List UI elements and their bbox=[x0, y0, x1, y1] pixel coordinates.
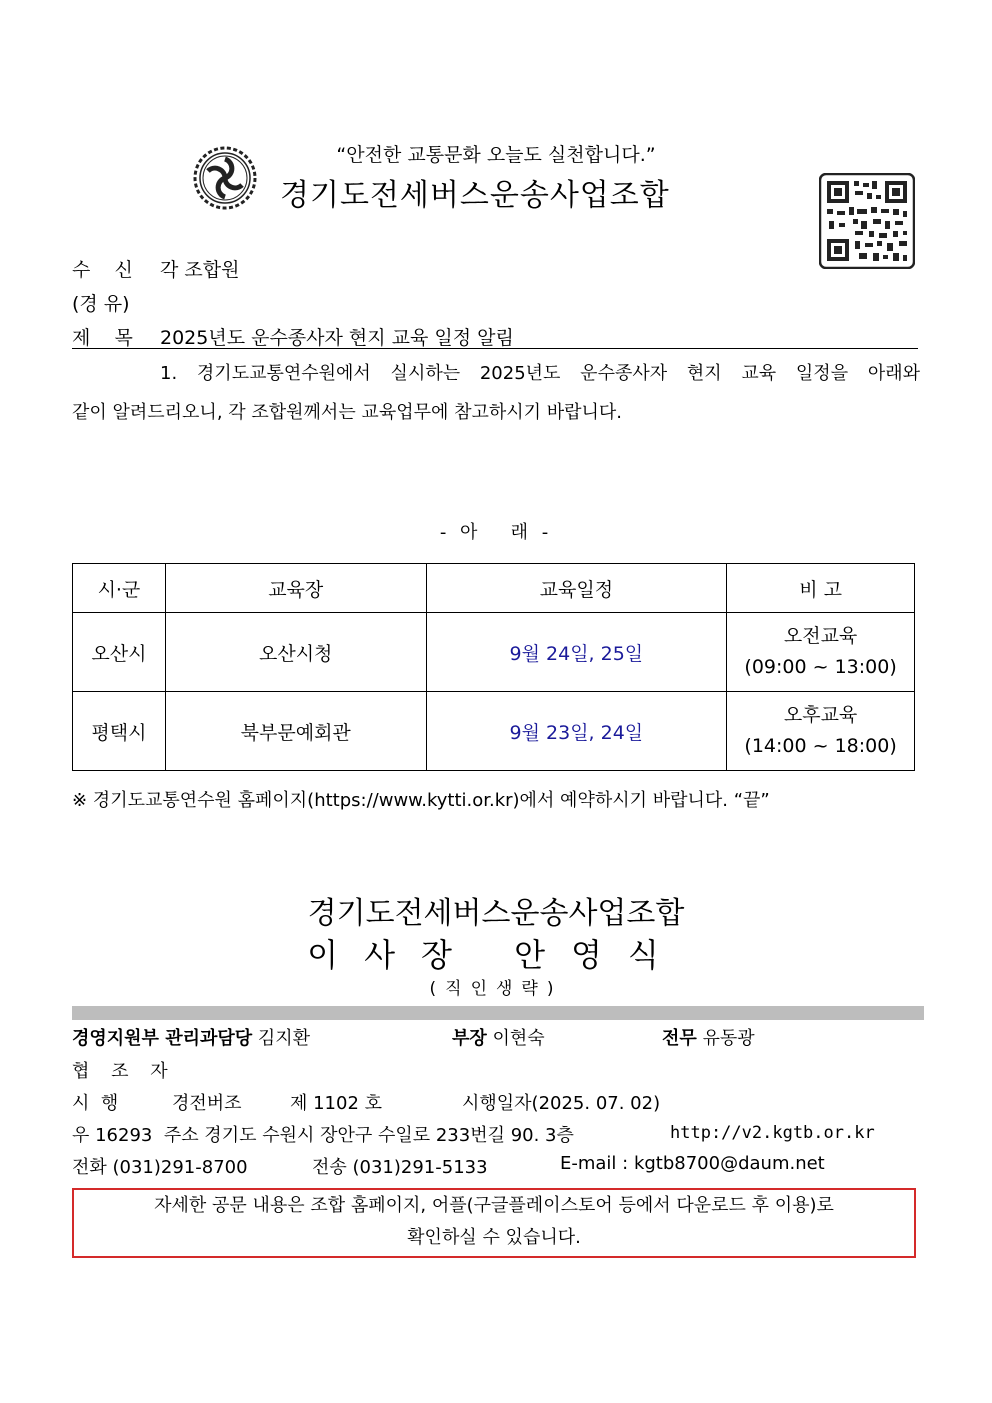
manager-cell bbox=[452, 1024, 545, 1050]
notice-line-2: 확인하실 수 있습니다. bbox=[407, 1227, 581, 1248]
drafter-label: 경영지원부 관리과담당 bbox=[72, 1028, 253, 1049]
subject-label: 제 목 bbox=[72, 327, 133, 349]
cell-venue: 북부문예회관 bbox=[165, 692, 426, 771]
fax: 전송 (031)291-5133 bbox=[312, 1157, 488, 1178]
recipient-row bbox=[72, 255, 239, 282]
signature-org: 경기도전세버스운송사업조합 bbox=[307, 896, 685, 931]
enforce-number: 제 1102 호 bbox=[290, 1093, 383, 1114]
website-link[interactable]: http://v2.kgtb.or.kr bbox=[670, 1123, 875, 1143]
header-venue: 교육장 bbox=[165, 564, 426, 613]
email-link[interactable]: E-mail : kgtb8700@daum.net bbox=[560, 1153, 825, 1174]
address: 우 16293 주소 경기도 수원시 장안구 수일로 233번길 90. 3층 bbox=[72, 1125, 574, 1146]
subject-value: 2025년도 운수종사자 현지 교육 일정 알림 bbox=[160, 327, 514, 349]
recipient-value: 각 조합원 bbox=[160, 259, 240, 281]
header-dates: 교육일정 bbox=[426, 564, 727, 613]
subject-underline bbox=[72, 348, 918, 349]
cell-dates: 9월 24일, 25일 bbox=[426, 613, 727, 692]
recipient-label: 수 신 bbox=[72, 259, 133, 281]
signature-chairman: 이사장 안영식 bbox=[307, 936, 685, 974]
drafter-name: 김지환 bbox=[257, 1028, 311, 1049]
subject-row bbox=[72, 323, 514, 350]
director-label: 전무 bbox=[662, 1028, 697, 1049]
org-title: 경기도전세버스운송사업조합 bbox=[280, 178, 670, 213]
slogan: “안전한 교통문화 오늘도 실천합니다.” bbox=[336, 144, 656, 166]
body-line-2: 같이 알려드리오니, 각 조합원께서는 교육업무에 참고하시기 바랍니다. bbox=[72, 402, 623, 423]
body-paragraph bbox=[72, 354, 920, 432]
schedule-table bbox=[72, 563, 915, 771]
note-time: (14:00 ~ 18:00) bbox=[744, 735, 897, 757]
approval-row bbox=[72, 1024, 310, 1050]
table-row bbox=[73, 692, 915, 771]
seal-omitted: (직인생략) bbox=[429, 979, 563, 999]
cooperator-label: 협 조 자 bbox=[72, 1061, 176, 1082]
arae-heading: - 아 래 - bbox=[439, 522, 553, 543]
qr-code-icon[interactable] bbox=[819, 173, 915, 269]
reservation-note: ※ 경기도교통연수원 홈페이지(https://www.kytti.or.kr)에서 예약하시기 바랍니다. “끝” bbox=[72, 790, 770, 811]
manager-name: 이현숙 bbox=[492, 1028, 545, 1049]
cell-venue: 오산시청 bbox=[165, 613, 426, 692]
header-city: 시·군 bbox=[73, 564, 166, 613]
enforce-dept: 경전버조 bbox=[172, 1093, 242, 1114]
director-name: 유동광 bbox=[702, 1028, 755, 1049]
body-line-1: 1. 경기도교통연수원에서 실시하는 2025년도 운수종사자 현지 교육 일정을 아래와 bbox=[160, 363, 920, 384]
note-time: (09:00 ~ 13:00) bbox=[744, 656, 897, 678]
notice-box bbox=[72, 1188, 916, 1258]
note-session: 오전교육 bbox=[783, 625, 858, 647]
via-row bbox=[72, 289, 130, 316]
enforce-label: 시 행 bbox=[72, 1093, 119, 1114]
enforce-date: 시행일자(2025. 07. 02) bbox=[462, 1093, 661, 1114]
phone: 전화 (031)291-8700 bbox=[72, 1157, 248, 1178]
cell-city: 오산시 bbox=[73, 613, 166, 692]
header-note: 비 고 bbox=[727, 564, 915, 613]
table-header-row bbox=[73, 564, 915, 613]
union-emblem-icon bbox=[192, 145, 258, 211]
divider-bar bbox=[72, 1006, 924, 1020]
note-session: 오후교육 bbox=[783, 704, 858, 726]
cell-city: 평택시 bbox=[73, 692, 166, 771]
director-cell bbox=[662, 1024, 755, 1050]
notice-line-1: 자세한 공문 내용은 조합 홈페이지, 어플(구글플레이스토어 등에서 다운로드 후 이용)로 bbox=[154, 1195, 834, 1216]
manager-label: 부장 bbox=[452, 1028, 487, 1049]
cell-note bbox=[727, 692, 915, 771]
via-label: (경 유) bbox=[72, 293, 130, 315]
table-row bbox=[73, 613, 915, 692]
cell-note bbox=[727, 613, 915, 692]
cell-dates: 9월 23일, 24일 bbox=[426, 692, 727, 771]
